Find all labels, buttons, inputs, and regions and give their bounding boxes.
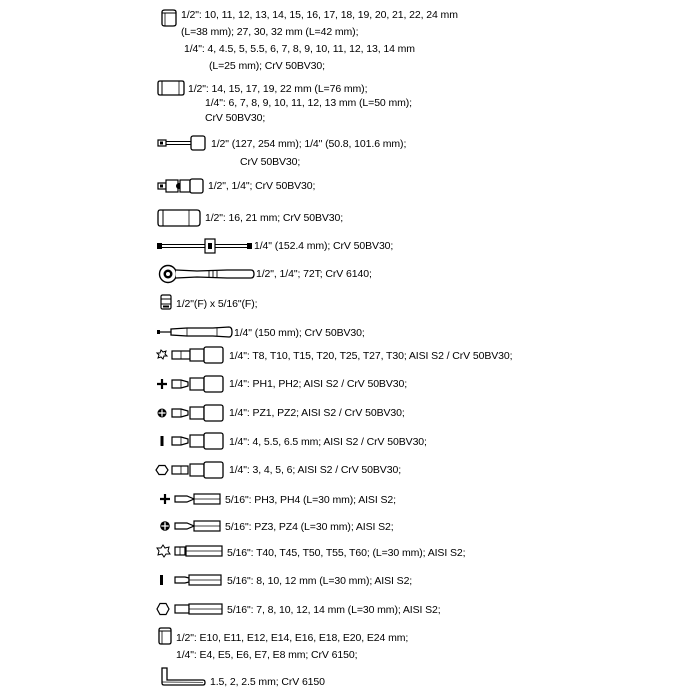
spec-line: 5/16": PZ3, PZ4 (L=30 mm); AISI S2; bbox=[225, 521, 394, 533]
spec-line: 5/16": 7, 8, 10, 12, 14 mm (L=30 mm); AISI S2; bbox=[227, 604, 441, 616]
pozidriv-bit-socket-icon bbox=[155, 404, 225, 422]
ratchet-icon bbox=[157, 264, 255, 284]
hex-bit-icon bbox=[156, 601, 224, 617]
socket-deep-icon bbox=[157, 80, 185, 96]
spec-line: 1/4": 4, 5.5, 6.5 mm; AISI S2 / CrV 50BV30; bbox=[229, 436, 427, 448]
spec-line: 1/4": 4, 4.5, 5, 5.5, 6, 7, 8, 9, 10, 11, 12, 13, 14 mm bbox=[184, 43, 415, 55]
spec-line: 1/2": 14, 15, 17, 19, 22 mm (L=76 mm); bbox=[188, 83, 368, 95]
torx-bit-socket-icon bbox=[155, 346, 225, 364]
universal-joint-icon bbox=[157, 178, 205, 194]
extension-bar-icon bbox=[157, 135, 207, 151]
spec-line: (L=38 mm); 27, 30, 32 mm (L=42 mm); bbox=[181, 26, 359, 38]
hex-key-icon bbox=[159, 666, 207, 688]
spec-line: 1/4": E4, E5, E6, E7, E8 mm; CrV 6150; bbox=[176, 649, 358, 661]
slotted-bit-socket-icon bbox=[155, 432, 225, 450]
spec-line: 5/16": T40, T45, T50, T55, T60; (L=30 mm); AISI S2; bbox=[227, 547, 466, 559]
phillips-bit-icon bbox=[158, 491, 222, 507]
e-torx-socket-icon bbox=[157, 627, 173, 645]
spec-line: 1/2", 1/4"; CrV 50BV30; bbox=[208, 180, 316, 192]
spec-line: 1/4" (150 mm); CrV 50BV30; bbox=[234, 327, 365, 339]
spec-line: 1/2": 10, 11, 12, 13, 14, 15, 16, 17, 18, 19, 20, 21, 22, 24 mm bbox=[181, 9, 458, 21]
spec-line: 1/2": E10, E11, E12, E14, E16, E18, E20, E24 mm; bbox=[176, 632, 409, 644]
spec-line: 1/4" (152.4 mm); CrV 50BV30; bbox=[254, 240, 394, 252]
spark-plug-socket-icon bbox=[157, 209, 201, 227]
spec-line: 5/16": PH3, PH4 (L=30 mm); AISI S2; bbox=[225, 494, 396, 506]
spec-line: 1/4": PZ1, PZ2; AISI S2 / CrV 50BV30; bbox=[229, 407, 405, 419]
spec-line: 1/2"(F) x 5/16"(F); bbox=[176, 298, 258, 310]
screwdriver-handle-icon bbox=[157, 324, 233, 340]
spec-line: 1.5, 2, 2.5 mm; CrV 6150 bbox=[210, 676, 325, 688]
spec-line: 1/2" (127, 254 mm); 1/4" (50.8, 101.6 mm); bbox=[211, 138, 407, 150]
hex-bit-socket-icon bbox=[155, 461, 225, 479]
adapter-icon bbox=[160, 294, 172, 310]
spec-line: 1/4": T8, T10, T15, T20, T25, T27, T30; AISI S2 / CrV 50BV30; bbox=[229, 350, 513, 362]
pozidriv-bit-icon bbox=[158, 518, 222, 534]
spec-line: (L=25 mm); CrV 50BV30; bbox=[209, 60, 325, 72]
spec-line: 1/4": PH1, PH2; AISI S2 / CrV 50BV30; bbox=[229, 378, 408, 390]
spec-line: CrV 50BV30; bbox=[205, 112, 266, 124]
slotted-bit-icon bbox=[157, 572, 223, 588]
phillips-bit-socket-icon bbox=[155, 375, 225, 393]
socket-short-icon bbox=[160, 9, 178, 27]
spec-line: 1/2": 16, 21 mm; CrV 50BV30; bbox=[205, 212, 344, 224]
t-bar-handle-icon bbox=[157, 238, 253, 254]
spec-line: 1/4": 3, 4, 5, 6; AISI S2 / CrV 50BV30; bbox=[229, 464, 402, 476]
spec-line: CrV 50BV30; bbox=[240, 156, 301, 168]
spec-line: 1/2", 1/4"; 72T; CrV 6140; bbox=[256, 268, 372, 280]
spec-line: 5/16": 8, 10, 12 mm (L=30 mm); AISI S2; bbox=[227, 575, 413, 587]
torx-bit-icon bbox=[156, 543, 224, 559]
spec-line: 1/4": 6, 7, 8, 9, 10, 11, 12, 13 mm (L=50 mm); bbox=[205, 97, 412, 109]
